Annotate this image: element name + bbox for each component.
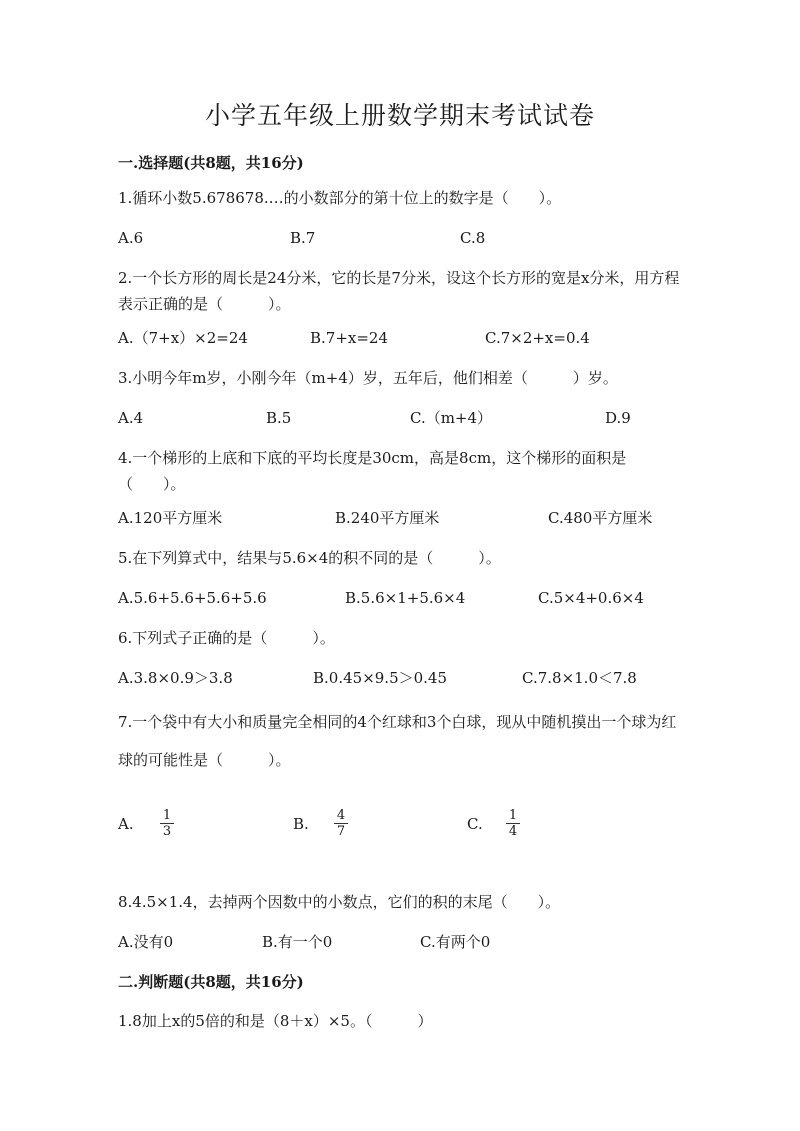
q4-option-b: B.240平方厘米 (335, 509, 440, 527)
q3-option-a: A.4 (118, 409, 144, 427)
question-6: 6.下列式子正确的是（ ）。 (118, 629, 335, 647)
q8-option-c: C.有两个0 (420, 933, 491, 951)
fraction-numerator: 1 (160, 808, 174, 824)
q4-option-a: A.120平方厘米 (118, 509, 223, 527)
q8-option-a: A.没有0 (118, 933, 174, 951)
q7-option-b-label: B. (293, 815, 309, 833)
q3-option-b: B.5 (266, 409, 292, 427)
section-heading-judgement: 二.判断题(共8题，共16分) (118, 973, 304, 991)
fraction-denominator: 7 (336, 824, 346, 839)
q8-option-b: B.有一个0 (262, 933, 333, 951)
q7-option-a-fraction (160, 808, 174, 839)
q6-option-a: A.3.8×0.9＞3.8 (118, 669, 233, 687)
q5-option-b: B.5.6×1+5.6×4 (345, 589, 466, 607)
section-heading-choice: 一.选择题(共8题，共16分) (118, 154, 304, 172)
question-2: 2.一个长方形的周长是24分米，它的长是7分米，设这个长方形的宽是x分米，用方程表示正确的是（ ）。 (118, 269, 680, 313)
q5-option-c: C.5×4+0.6×4 (538, 589, 644, 607)
question-5: 5.在下列算式中，结果与5.6×4的积不同的是（ ）。 (118, 549, 501, 567)
page-title: 小学五年级上册数学期末考试试卷 (204, 101, 595, 130)
q4-option-c: C.480平方厘米 (548, 509, 653, 527)
q7-option-c-label: C. (467, 815, 483, 833)
fraction-denominator: 4 (508, 824, 518, 839)
q6-option-b: B.0.45×9.5＞0.45 (313, 669, 448, 687)
q5-option-a: A.5.6+5.6+5.6+5.6 (118, 589, 267, 607)
question-8: 8.4.5×1.4，去掉两个因数中的小数点，它们的积的末尾（ ）。 (118, 893, 561, 911)
q7-option-b-fraction (334, 808, 348, 839)
q2-option-c: C.7×2+x=0.4 (485, 329, 590, 347)
question-7: 7.一个袋中有大小和质量完全相同的4个红球和3个白球，现从中随机摸出一个球为红球的可能性是（ ）。 (118, 713, 677, 769)
q1-option-a: A.6 (118, 229, 144, 247)
judgement-1: 1.8加上x的5倍的和是（8＋x）×5。（ ） (118, 1012, 433, 1030)
q1-option-c: C.8 (460, 229, 486, 247)
q3-option-c: C.（m+4） (410, 409, 493, 427)
question-3: 3.小明今年m岁，小刚今年（m+4）岁，五年后，他们相差（ ）岁。 (118, 369, 618, 387)
q2-option-b: B.7+x=24 (310, 329, 389, 347)
q7-option-a-label: A. (118, 815, 134, 833)
q3-option-d: D.9 (605, 409, 631, 427)
question-4: 4.一个梯形的上底和下底的平均长度是30cm，高是8cm，这个梯形的面积是（ ）。 (118, 449, 627, 493)
q6-option-c: C.7.8×1.0＜7.8 (522, 669, 637, 687)
q7-option-c-fraction (506, 808, 520, 839)
fraction-numerator: 4 (334, 808, 348, 824)
q2-option-a: A.（7+x）×2=24 (118, 329, 248, 347)
fraction-denominator: 3 (162, 824, 172, 839)
fraction-numerator: 1 (506, 808, 520, 824)
q1-option-b: B.7 (290, 229, 316, 247)
question-1: 1.循环小数5.678678.…的小数部分的第十位上的数字是（ ）。 (118, 189, 562, 207)
